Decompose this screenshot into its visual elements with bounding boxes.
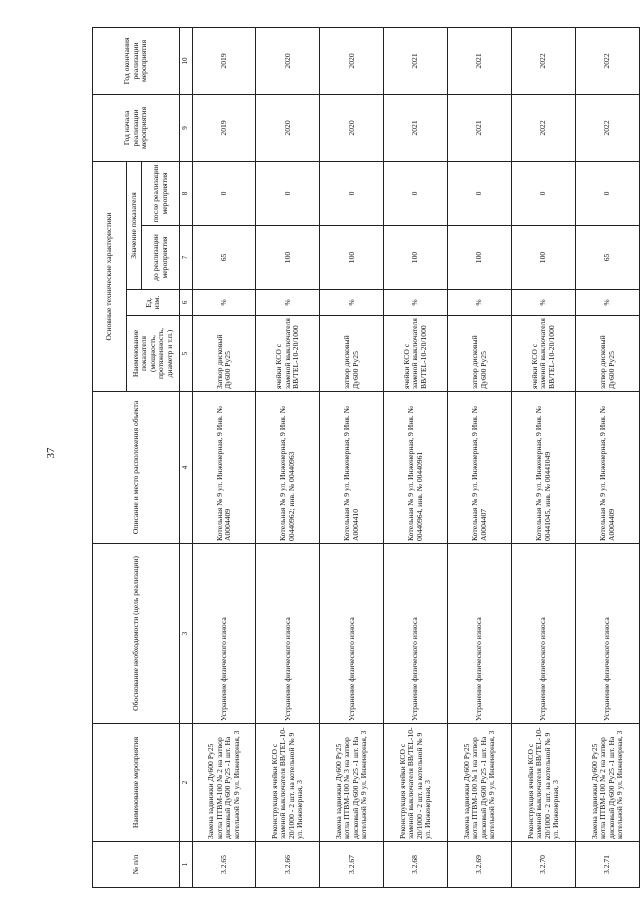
table-row <box>192 27 256 887</box>
row-indicator: ячейки КСО с заменой выключателя ВВ/TEL-10-20/1000 <box>512 316 576 392</box>
row-end-year: 2021 <box>448 27 512 94</box>
row-start-year: 2019 <box>192 94 256 161</box>
header-num: № п/п <box>93 842 180 888</box>
column-index: 10 <box>180 27 192 94</box>
table-row <box>448 27 512 887</box>
row-reason: Устранение физического износа <box>512 544 576 724</box>
row-end-year: 2020 <box>256 27 320 94</box>
row-name: Замена задвижки Ду600 Ру25 котла ПТВМ-100 № 2 на затвор дисковый Ду600 Ру25 -1 шт. На котельной № 9 ул. Инженерная, 3 <box>576 724 640 842</box>
row-reason: Устранение физического износа <box>256 544 320 724</box>
row-description: Котельная № 9 ул. Инженерная, 9 Инв. № 00440962; инв. № 00440963 <box>256 392 320 544</box>
row-num: 3.2.65 <box>192 842 256 888</box>
row-description: Котельная № 9 ул. Инженерная, 9 Инв. № А0004409 <box>576 392 640 544</box>
row-start-year: 2020 <box>256 94 320 161</box>
row-before: 65 <box>576 226 640 290</box>
row-num: 3.2.69 <box>448 842 512 888</box>
column-index: 2 <box>180 724 192 842</box>
row-description: Котельная № 9 ул. Инженерная, 9 Инв. № 00441045, инв. № 00441049 <box>512 392 576 544</box>
row-description: Котельная № 9 ул. Инженерная, 9 Инв. № А0004410 <box>320 392 384 544</box>
row-description: Котельная № 9 ул. Инженерная, 9 Инв. № А0004409 <box>192 392 256 544</box>
header-tech-group: Основные технические характеристики <box>93 161 127 391</box>
row-unit: % <box>576 290 640 316</box>
row-end-year: 2022 <box>512 27 576 94</box>
table-row <box>576 27 640 887</box>
row-indicator: затвор дисковый Ду600 Ру25 <box>448 316 512 392</box>
header-before: до реализации мероприятия <box>142 226 180 290</box>
row-name: Замена задвижки Ду600 Ру25 котла ПТВМ-100 № 3 на затвор дисковый Ду600 Ру25 -1 шт. На котельной № 9 ул. Инженерная, 3 <box>320 724 384 842</box>
row-start-year: 2021 <box>384 94 448 161</box>
row-reason: Устранение физического износа <box>448 544 512 724</box>
row-unit: % <box>256 290 320 316</box>
column-index: 5 <box>180 316 192 392</box>
row-before: 100 <box>320 226 384 290</box>
header-end-year: Год окончания реализации мероприятия <box>93 27 180 94</box>
row-after: 0 <box>576 161 640 225</box>
row-after: 0 <box>448 161 512 225</box>
row-num: 3.2.68 <box>384 842 448 888</box>
column-index: 8 <box>180 161 192 225</box>
row-end-year: 2022 <box>576 27 640 94</box>
column-index: 9 <box>180 94 192 161</box>
row-indicator: ячейки КСО с заменой выключателя ВВ/TEL-10-20/1000 <box>384 316 448 392</box>
header-start-year: Год начала реализации мероприятия <box>93 94 180 161</box>
table-row <box>512 27 576 887</box>
header-after: после реализации мероприятия <box>142 161 180 225</box>
row-num: 3.2.70 <box>512 842 576 888</box>
row-reason: Устранение физического износа <box>320 544 384 724</box>
row-unit: % <box>320 290 384 316</box>
column-index: 4 <box>180 392 192 544</box>
table-row <box>384 27 448 887</box>
row-end-year: 2019 <box>192 27 256 94</box>
column-index: 6 <box>180 290 192 316</box>
measures-table <box>92 27 640 888</box>
header-name: Наименование мероприятия <box>93 724 180 842</box>
row-indicator: ячейки КСО с заменой выключателя ВВ/TEL-10-20/1000 <box>256 316 320 392</box>
row-start-year: 2022 <box>576 94 640 161</box>
header-indicator: Наименование показателя (мощность, протяженность, диаметр и т.п.) <box>126 316 180 392</box>
header-description: Описание и место расположения объекта <box>93 392 180 544</box>
row-num: 3.2.66 <box>256 842 320 888</box>
table-row <box>320 27 384 887</box>
column-index: 3 <box>180 544 192 724</box>
row-before: 100 <box>448 226 512 290</box>
table-row <box>256 27 320 887</box>
row-indicator: затвор дисковый Ду600 Ру25 <box>320 316 384 392</box>
row-name: Реконструкция ячейки КСО с заменой выключателя ВВ/TEL-10-20/1000 - 2 шт. на котельной № 9 ул. Инженерная, 3 <box>384 724 448 842</box>
row-after: 0 <box>320 161 384 225</box>
row-unit: % <box>384 290 448 316</box>
row-end-year: 2020 <box>320 27 384 94</box>
row-unit: % <box>192 290 256 316</box>
row-start-year: 2022 <box>512 94 576 161</box>
row-name: Реконструкция ячейки КСО с заменой выключателя ВВ/TEL-10-20/1000 - 2 шт. на котельной № 9 ул. Инженерная, 3 <box>256 724 320 842</box>
row-reason: Устранение физического износа <box>192 544 256 724</box>
header-reason: Обоснование необходимости (цель реализации) <box>93 544 180 724</box>
row-after: 0 <box>256 161 320 225</box>
column-index: 7 <box>180 226 192 290</box>
row-before: 100 <box>256 226 320 290</box>
row-before: 65 <box>192 226 256 290</box>
row-indicator: затвор дисковый Ду600 Ру25 <box>576 316 640 392</box>
row-num: 3.2.71 <box>576 842 640 888</box>
row-description: Котельная № 9 ул. Инженерная, 9 Инв. № 00440964, инв. № 00440961 <box>384 392 448 544</box>
row-start-year: 2020 <box>320 94 384 161</box>
row-num: 3.2.67 <box>320 842 384 888</box>
row-before: 100 <box>512 226 576 290</box>
column-index: 1 <box>180 842 192 888</box>
row-after: 0 <box>192 161 256 225</box>
row-end-year: 2021 <box>384 27 448 94</box>
header-value-group: Значение показателя <box>126 161 142 289</box>
rotated-sheet <box>92 28 640 888</box>
row-name: Замена задвижки Ду600 Ру25 котла ПТВМ-100 № 1 на затвор дисковый Ду600 Ру25 -1 шт. На котельной № 9 ул. Инженерная, 3 <box>448 724 512 842</box>
column-index-row <box>180 27 192 887</box>
row-description: Котельная № 9 ул. Инженерная, 9 Инв. № А0004407 <box>448 392 512 544</box>
row-indicator: Затвор дисковый Ду600 Ру25 <box>192 316 256 392</box>
header-row-1 <box>93 27 127 887</box>
row-unit: % <box>448 290 512 316</box>
row-name: Реконструкция ячейки КСО с заменой выключателя ВВ/TEL-10-20/1000 - 2 шт. на котельной № 9 ул. Инженерная, 3 <box>512 724 576 842</box>
page-number: 37 <box>45 447 57 459</box>
row-before: 100 <box>384 226 448 290</box>
row-unit: % <box>512 290 576 316</box>
row-after: 0 <box>512 161 576 225</box>
row-reason: Устранение физического износа <box>576 544 640 724</box>
header-unit: Ед. изм. <box>126 290 180 316</box>
row-name: Замена задвижки Ду600 Ру25 котла ПТВМ-100 № 2 на затвор дисковый Ду600 Ру25 -1 шт. На котельной № 9 ул. Инженерная, 3 <box>192 724 256 842</box>
row-reason: Устранение физического износа <box>384 544 448 724</box>
row-after: 0 <box>384 161 448 225</box>
row-start-year: 2021 <box>448 94 512 161</box>
